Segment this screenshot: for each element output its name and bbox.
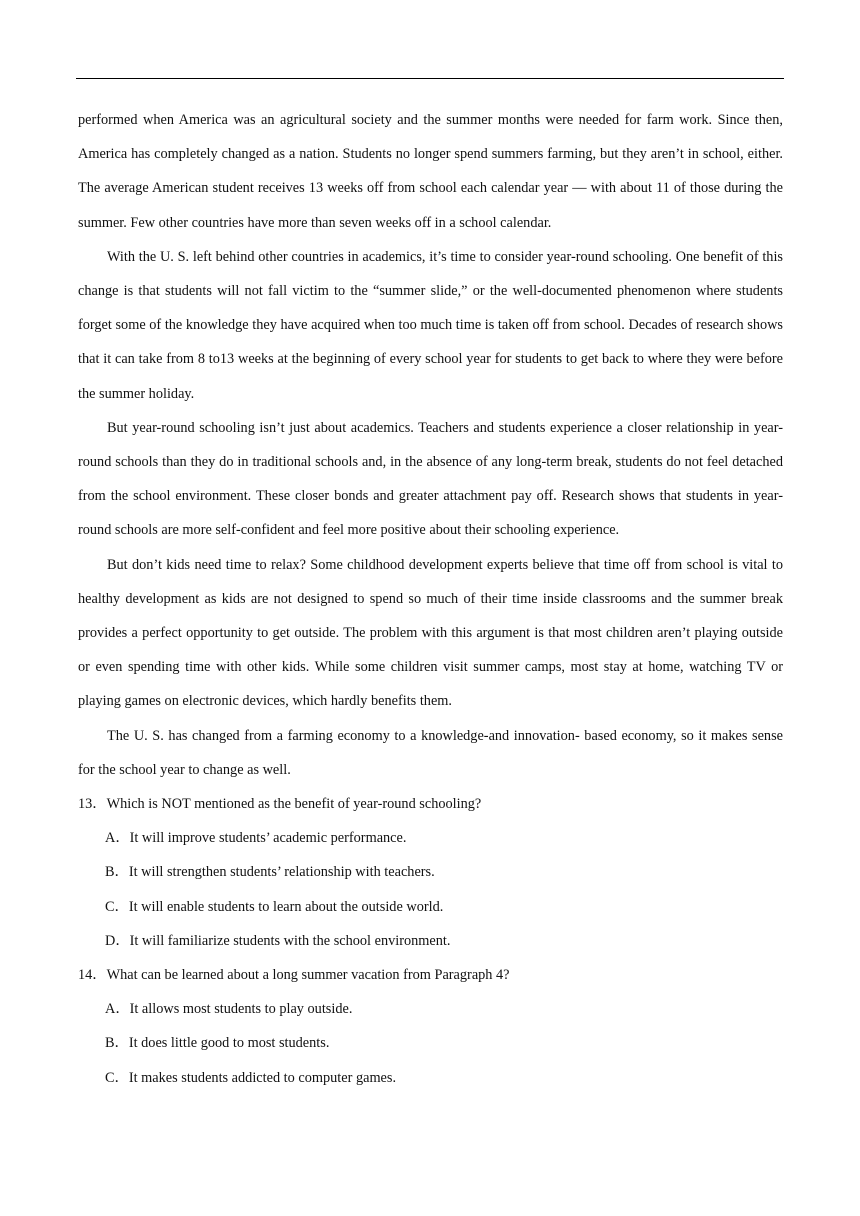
option-13-a: [78, 821, 783, 855]
question-13: [78, 787, 783, 958]
passage-paragraph-5: The U. S. has changed from a farming economy to a knowledge-and innovation- based economy, so it makes sense for the school year to change as well.: [78, 727, 783, 778]
passage-paragraph-4: But don’t kids need time to relax? Some childhood development experts believe that time off from school is vital to healthy development as kids are not designed to spend so much of their time inside classrooms and the summer break provides a perfect opportunity to get outside. The problem with this argument is that most children aren’t playing outside or even spending time with other kids. While some children visit summer camps, most stay at home, watching TV or playing games on electronic devices, which hardly benefits them.: [78, 556, 783, 710]
option-14-a: [78, 992, 783, 1026]
option-13-b: [78, 855, 783, 889]
option-letter: D．: [105, 932, 130, 949]
option-letter: C．: [105, 898, 129, 915]
option-text: It does little good to most students.: [128, 1035, 330, 1052]
option-text: It makes students addicted to computer games.: [128, 1069, 397, 1086]
option-letter: A．: [105, 830, 130, 847]
question-text: Which is NOT mentioned as the benefit of year-round schooling?: [106, 796, 482, 813]
option-letter: C．: [105, 1069, 129, 1086]
option-letter: B．: [105, 864, 129, 881]
option-13-d: [78, 924, 783, 958]
passage-paragraph-2: With the U. S. left behind other countries in academics, it’s time to consider year-round schooling. One benefit of this change is that students will not fall victim to the “summer slide,” or the well-documented phenomenon where students forget some of the knowledge they have acquired when too much time is taken off from school. Decades of research shows that it can take from 8 to13 weeks at the beginning of every school year for students to get back to where they were before the summer holiday.: [78, 248, 783, 402]
option-14-b: [78, 1026, 783, 1060]
question-14: [78, 958, 783, 1095]
option-text: It allows most students to play outside.: [129, 1001, 353, 1018]
document-content: [78, 103, 783, 1095]
question-text: What can be learned about a long summer vacation from Paragraph 4?: [106, 967, 510, 984]
option-14-c: [78, 1061, 783, 1095]
question-number: 13．: [78, 796, 107, 813]
passage-paragraph-3: But year-round schooling isn’t just about academics. Teachers and students experience a closer relationship in year-round schools than they do in traditional schools and, in the absence of any long-term break, students do not feel detached from the school environment. These closer bonds and greater attachment pay off. Research shows that students in year-round schools are more self-confident and feel more positive about their schooling experience.: [78, 419, 783, 539]
option-13-c: [78, 890, 783, 924]
option-text: It will improve students’ academic performance.: [129, 830, 407, 847]
option-text: It will strengthen students’ relationship with teachers.: [128, 864, 435, 881]
option-letter: A．: [105, 1001, 130, 1018]
option-letter: B．: [105, 1035, 129, 1052]
reading-passage: [78, 103, 783, 787]
header-rule: [76, 78, 784, 79]
question-stem: [78, 787, 783, 821]
question-number: 14．: [78, 967, 107, 984]
option-text: It will enable students to learn about the outside world.: [128, 898, 444, 915]
passage-paragraph-1: performed when America was an agricultural society and the summer months were needed for farm work. Since then, America has completely changed as a nation. Students no longer spend summers farming, but they aren’t in school, either. The average American student receives 13 weeks off from school each calendar year — with about 11 of those during the summer. Few other countries have more than seven weeks off in a school calendar.: [78, 112, 783, 231]
option-text: It will familiarize students with the school environment.: [129, 932, 451, 949]
question-stem: [78, 958, 783, 992]
